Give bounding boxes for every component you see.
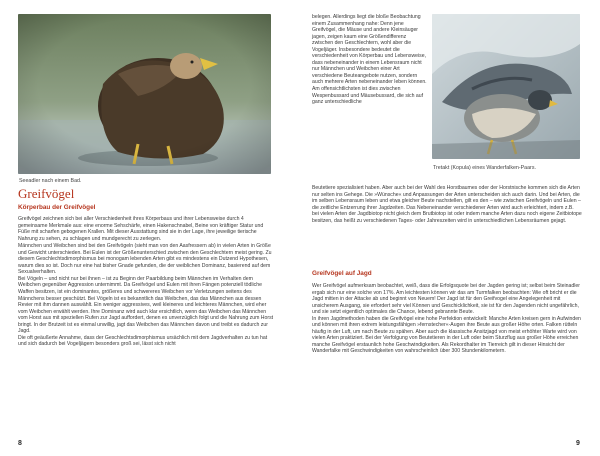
page-number: 8 xyxy=(18,440,22,447)
peregrine-falcon-photo xyxy=(432,14,580,159)
body-text xyxy=(312,283,582,355)
body-text xyxy=(312,185,582,224)
sea-eagle-photo xyxy=(18,14,271,174)
right-page xyxy=(300,0,600,456)
top-column-text xyxy=(312,14,428,106)
paragraph: Bei Vögeln – und nicht nur bei ihnen – ist zu Beginn der Paarbildung beim Männchen im Verhalten dem Weibchen gegenüber Aggression unternimmt. Da Greifvögel und Eulen mit ihren Fängen potenziell tödliche Waffen besitzen, ist ein dominantes, größeres und schwereres Weibchen vor Verletzungen seitens des Männchens besser geschützt. Bei Vögeln ist es bekanntlich das Weibchen, das das Männchen aus dessen Revier mit ihm dannen auswählt. Ein weniger aggressives, weil kleineres und leichteres Männchen, wird eher vom Weibchen erwählt werden. Ihre Dominanz wird auch klar ersichtlich, wenn das Weibchen das Männchen vom Horst aus mit speziellen Rufen zur Jagd auffordert, denen es unverzüglich folgt und die Nahrung zum Horst bringt. In der Brutzeit ist es einmal unwillig, jagt das Weibchen das Männchen davon und treibt es dadurch zur Jagd. xyxy=(18,275,274,335)
paragraph: belegen. Allerdings liegt die bloße Beobachtung einem Zusammenhang nahe: Denn jene Greifvögel, die Mäuse und andere Kleinsäuger jagen, zeigen kaum eine Größendifferenz zwischen den Geschlechtern, wohl aber die Vogeljäger. Insbesondere bedeutet die verschiedenheit von Körperbau und Lebensweise, dass nebeneinander in einem Lebensraum nicht nur Männchen und Weibchen einer Art verschiedene Beuteangebote nutzen, sondern auch mehrere Arten nebeneinander leben können. Am offensichtlichsten ist dies zwischen Wespenbussard und Mäusebussard, die sich auf ganz unterschiedliche xyxy=(312,14,427,106)
page-number: 9 xyxy=(576,440,580,447)
paragraph: Beutetiere spezialisiert haben. Aber auch bei der Wahl des Horstbaumes oder der Horstnische kommen sich die Arten nur selten ins Gehege. Die »Wünsche« und Anpassungen der Arten unterscheiden sich auch darin. Und bei Arten, die im selben Lebensraum leben und etwa gleicher Beute nachstellen, gilt es den – wie zwischen Greifvögeln und Eulen – die zeitliche Entzerrung ihrer Jagdzeiten. Das Nebeneinander verschiedener Arten wird auch erleichtert, indem z.B. bei vielen Arten der Jagdbiotop nicht gleich dem Brutbiotop ist oder indem manche Arten dazu noch eigene Zeitbiotope besitzen, das heißt zu verschiedenen Tages- oder Jahreszeiten wird in unterschiedlichen Lebensräumen gejagt. xyxy=(312,185,582,224)
section-subtitle: Greifvögel auf Jagd xyxy=(312,270,372,277)
photo-caption: Seeadler nach einem Bad. xyxy=(19,178,82,184)
paragraph: Wer Greifvögel aufmerksam beobachtet, weiß, dass die Erfolgsquote bei der Jagden gering ist; selbst beim Steinadler ergab sich nur eine solche von 17%. Am leichtesten können wir das am Turmfalken beobachten: Wie oft bricht er die Jagd mitten in der Attacke ab und beginnt von Neuem! Der Jagd ist für den Greifvogel eine Angelegenheit mit unsicherem Ausgang, sie erfordert sehr viel Können und Geschicklichkeit, sie ist für den Jagenden nicht ungefährlich, und sie setzt eigentlich optimales die Chance, lebend gebrannte Beute. xyxy=(312,283,580,316)
paragraph: Greifvögel zeichnen sich bei aller Verschiedenheit ihres Körperbaus und ihrer Lebensweise durch 4 gemeinsame Merkmale aus: eine enorme Sehschärfe, einen Hakenschnabel, Beine von kräftiger Statur und Füße mit scharfen gebogenen Krallen. Mit dieser Ausstattung sind sie in der Lage, ihre jeweilige tierische Nahrung zu sehen, zu schlagen und mundgerecht zu zerlegen. xyxy=(18,216,264,242)
paragraph: In ihren Jagdmethoden haben die Greifvögel eine hohe Perfektion entwickelt: Manche Arten kreisen gern in Aufwinden und können mit ihren extrem leistungsfähigen »fernstecher«-Augen ihre Beute aus großer Höhe orten. Falken rütteln häufig in der Luft, um nach Beute zu spähen. Aber auch die klassische Ansitzjagd von meist erhöhter Warte wird von vielen Arten praktiziert. Bei der Verfolgung von Beutetieren in der Luft oder beim Sturzflug aus großer Höhe erreichen manche Greifvögel erstaunlich hohe Geschwindigkeiten. Als Rekordhalter im Tierreich gilt in dieser Hinsicht der Wanderfalke mit Geschwindigkeiten von wahrscheinlich über 300 Stundenkilometern. xyxy=(312,315,581,355)
body-text xyxy=(18,216,274,348)
section-subtitle: Körperbau der Greifvögel xyxy=(18,204,96,211)
paragraph: Männchen und Weibchen sind bei den Greifvögeln (sieht man von den Aasfressern ab) in vielen Arten in Größe und Gewicht unterschieden. Bei Eulen ist der Größenunterschied zwischen den Geschlechtern meist gering. Zu diesem Geschlechtsdimorphismus bei monogam lebenden Arten gibt es mindestens ein Dutzend Hypothesen, warum dies so ist. Doch nur eine hat bisher Gnade gefunden, die der weiblichen Dominanz, basierend auf dem Sexualverhalten. xyxy=(18,243,272,276)
paragraph: Die oft geäußerte Annahme, dass der Geschlechtsdimorphismus ursächlich mit dem Jagdverhalten zu tun hat und sich dadurch bei Vogeljägern besonders groß sei, lässt sich nicht xyxy=(18,334,268,348)
photo-caption: Tretakt (Kopula) eines Wanderfalken-Paars. xyxy=(433,165,536,171)
chapter-title: Greifvögel xyxy=(18,186,75,201)
